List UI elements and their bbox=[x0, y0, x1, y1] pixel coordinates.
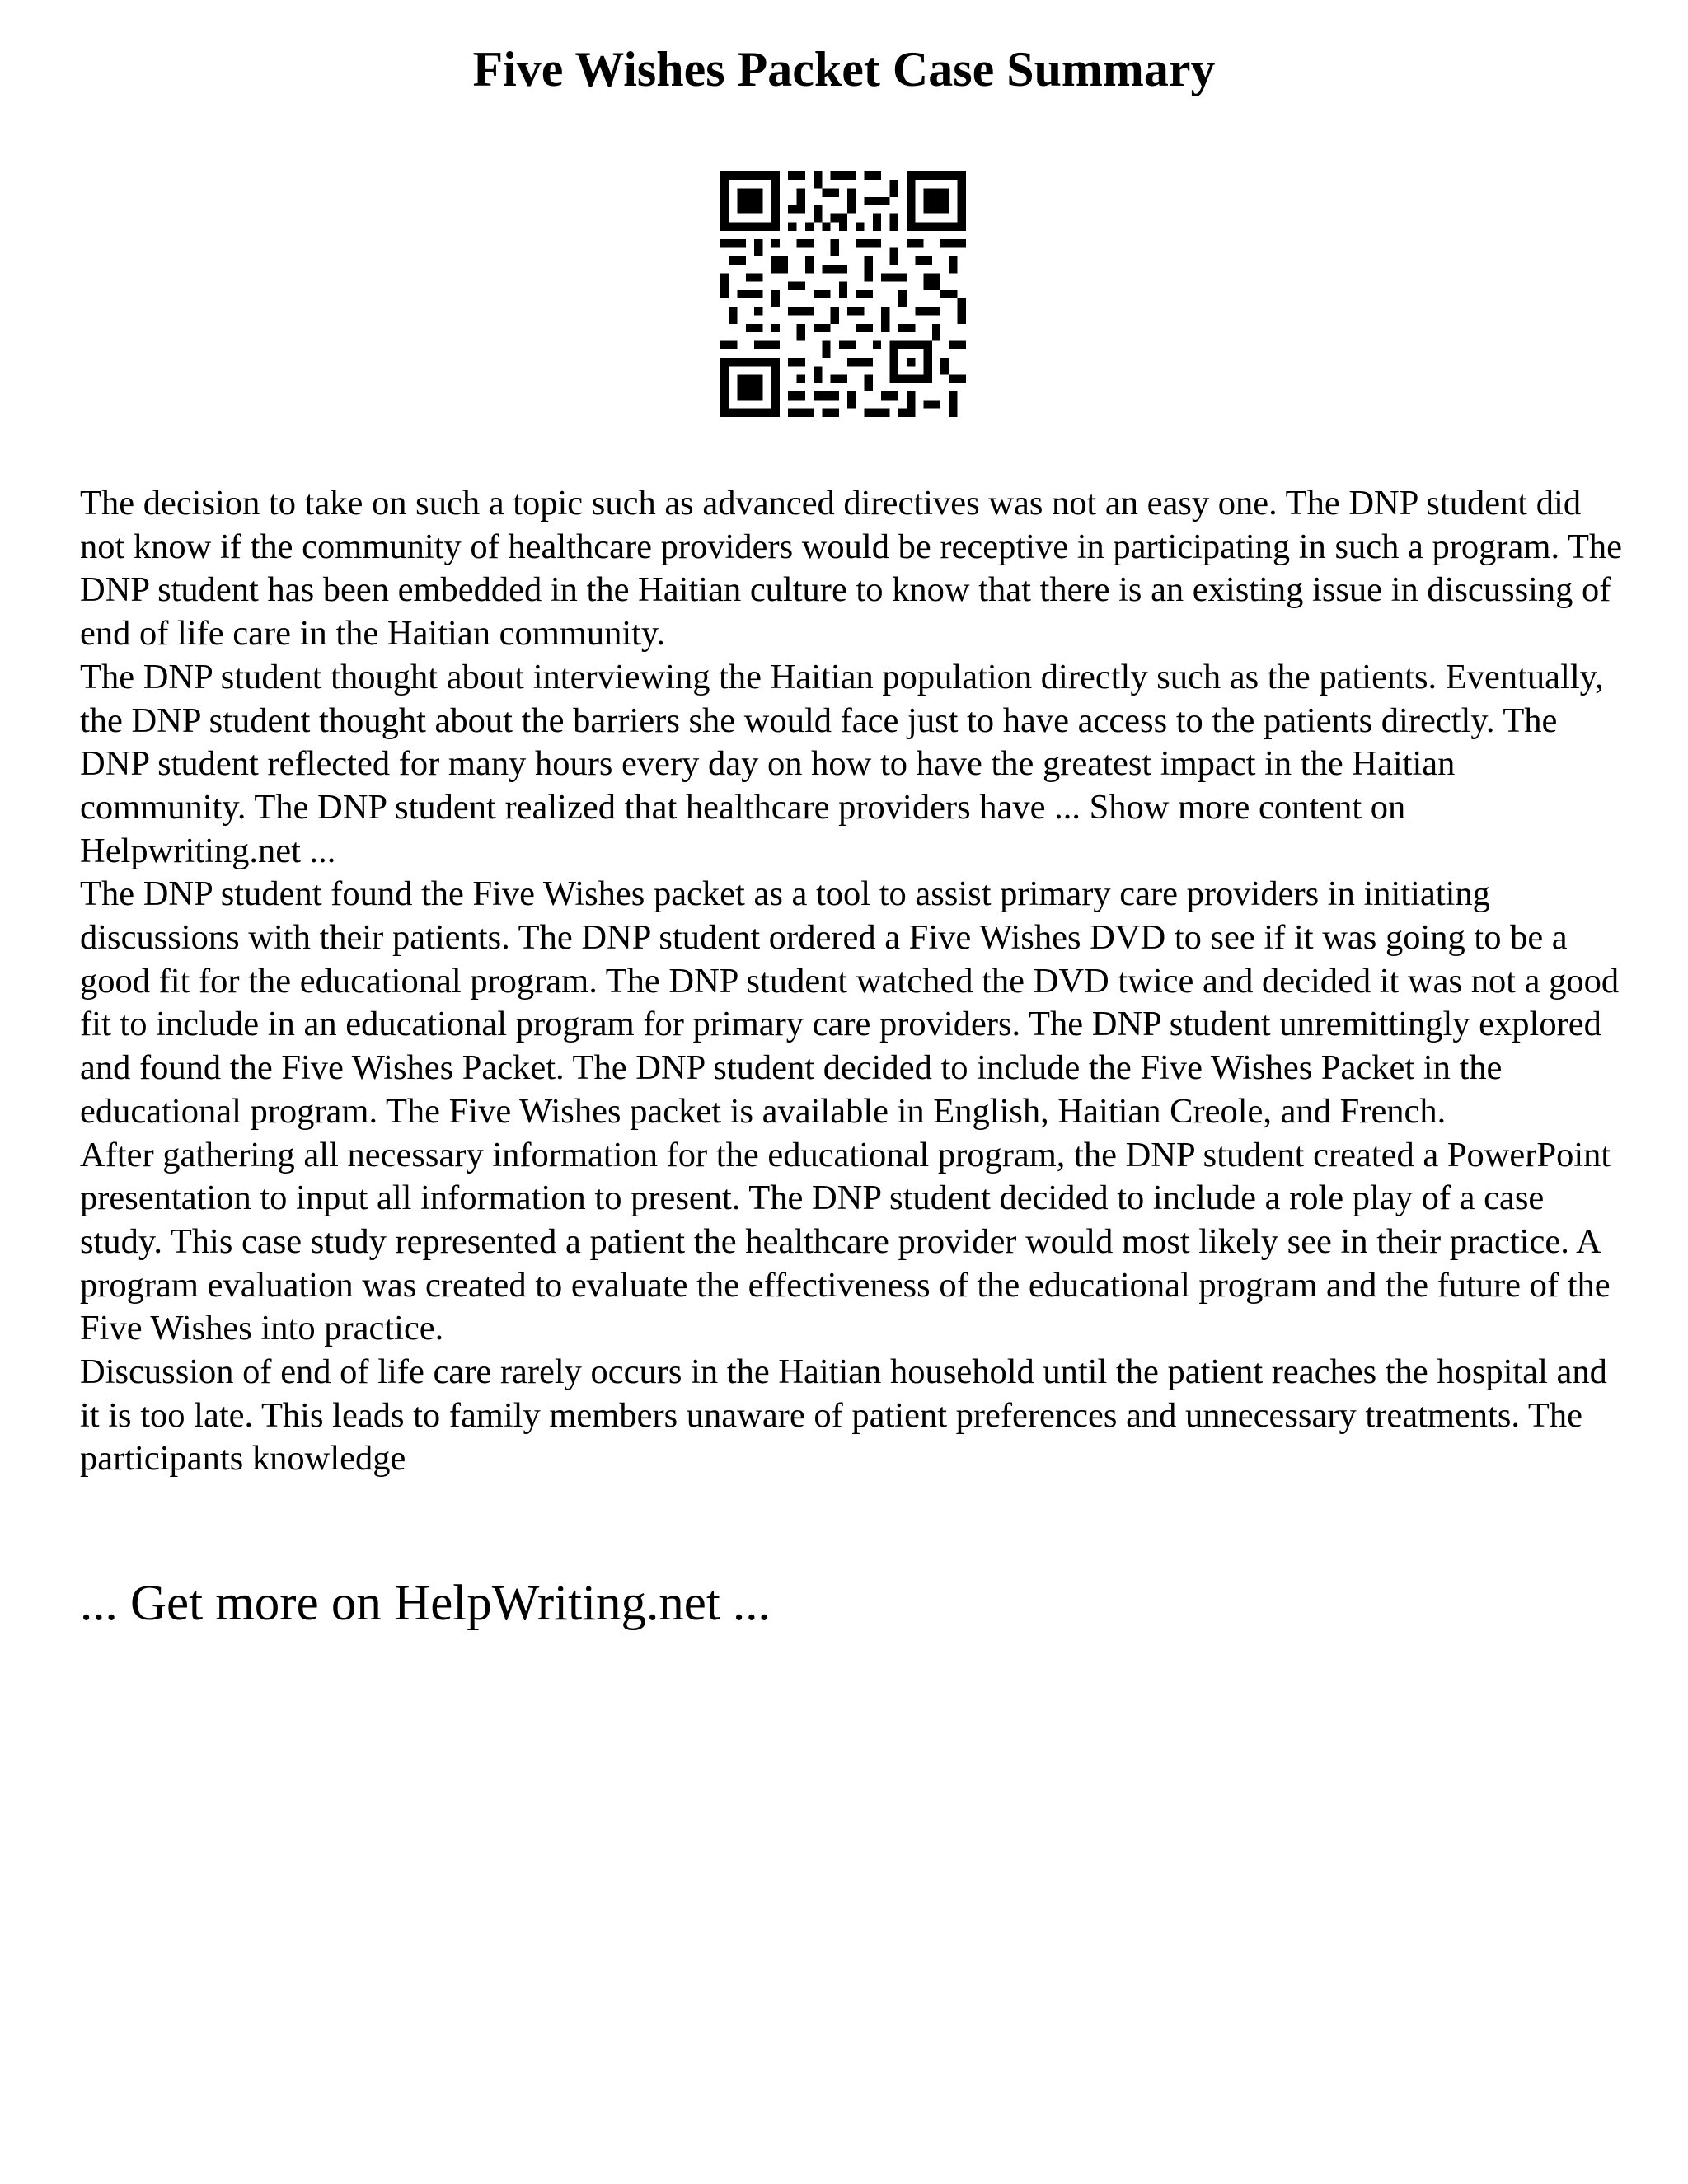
get-more-link[interactable]: ... Get more on HelpWriting.net ... bbox=[80, 1576, 771, 1631]
paragraph-3: The DNP student found the Five Wishes packet as a tool to assist primary care providers in initiating discussions with their patients. The DNP student ordered a Five Wishes DVD to see if it was going to be a good fit for the educational program. The DNP student watched the DVD twice and decided it was not a good fit to include in an educational program for primary care providers. The DNP student unremittingly explored and found the Five Wishes Packet. The DNP student decided to include the Five Wishes Packet in the educational program. The Five Wishes packet is available in English, Haitian Creole, and French. bbox=[80, 874, 1620, 1131]
paragraph-4: After gathering all necessary information for the educational program, the DNP student created a PowerPoint presentation to input all information to present. The DNP student decided to include a role play of a case study. This case study represented a patient the healthcare provider would most likely see in their practice. A program evaluation was created to evaluate the effectiveness of the educational program and the future of the Five Wishes into practice. bbox=[80, 1135, 1611, 1348]
page-title: Five Wishes Packet Case Summary bbox=[472, 42, 1216, 96]
paragraph-2: The DNP student thought about interviewing the Haitian population directly such as the patients. Eventually, the DNP student thought about the barriers she would face just to have access to the patients directly. The DNP student reflected for many hours every day on how to have the greatest impact in the Haitian community. The DNP student realized that healthcare providers have ... Show more content on Helpwriting.net ... bbox=[80, 657, 1604, 870]
qr-code-icon bbox=[720, 171, 966, 417]
paragraph-1: The decision to take on such a topic such as advanced directives was not an easy one. The DNP student did not know if the community of healthcare providers would be receptive in participating in such a program. The DNP student has been embedded in the Haitian culture to know that there is an existing issue in discussing of end of life care in the Haitian community. bbox=[80, 484, 1623, 654]
paragraph-5: Discussion of end of life care rarely occurs in the Haitian household until the patient reaches the hospital and it is too late. This leads to family members unaware of patient preferences and unnecessary treatments. The participants knowledge bbox=[80, 1352, 1607, 1479]
document-body bbox=[80, 482, 1629, 1481]
